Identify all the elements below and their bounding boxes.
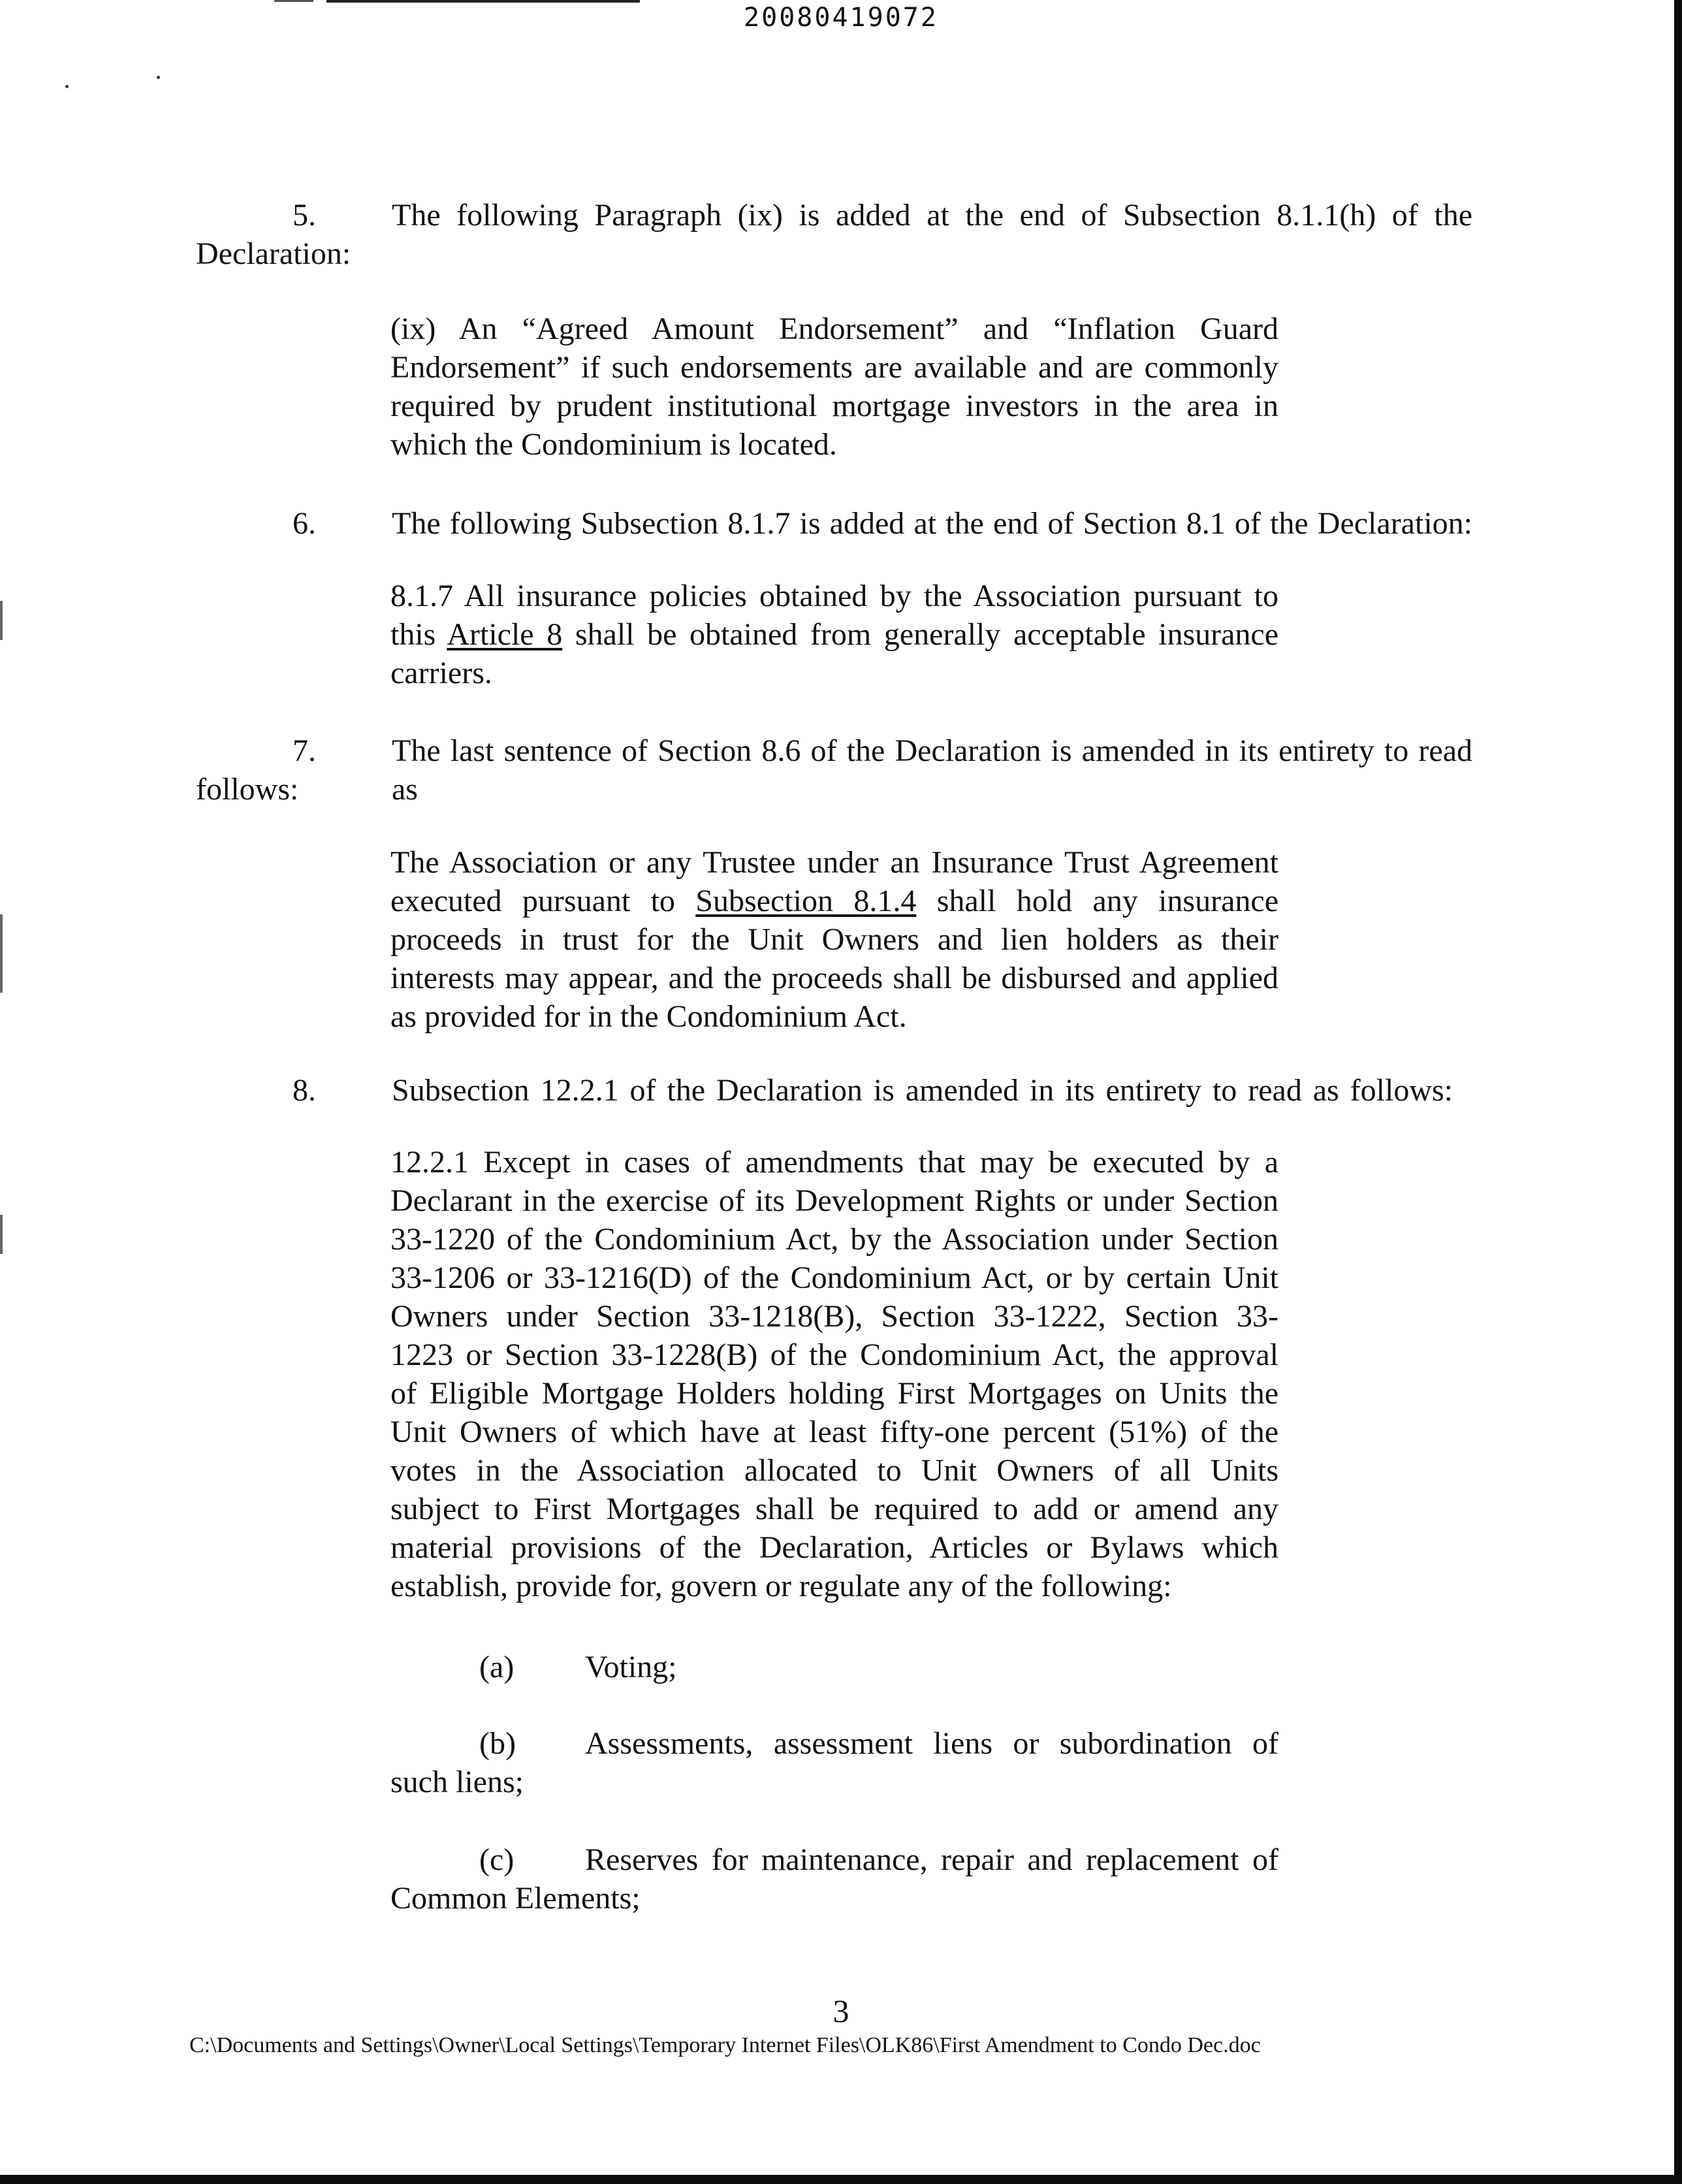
paragraph-line: interests may appear, and the proceeds shall be disbursed and applied [390,961,1278,995]
paragraph-line: required by prudent institutional mortgage investors in the area in [390,389,1278,423]
paragraph-line: Endorsement” if such endorsements are available and are commonly [390,350,1278,385]
scan-border-bottom [0,2175,1682,2184]
subitem-continuation: such liens; [390,1765,524,1799]
subitem-continuation: Common Elements; [390,1881,641,1916]
paragraph-line: 33-1220 of the Condominium Act, by the Association under Section [390,1222,1278,1257]
scan-border-right [1674,0,1682,2184]
subitem-text: Reserves for maintenance, repair and replacement of [585,1842,1278,1877]
item-heading: The following Subsection 8.1.7 is added at the end of Section 8.1 of the Declaration: [392,506,1472,541]
paragraph-line: 1223 or Section 33-1228(B) of the Condominium Act, the approval [390,1338,1278,1372]
paragraph-line: Owners under Section 33-1218(B), Section 33-1222, Section 33- [390,1299,1278,1334]
item-heading-continuation: follows: [196,772,299,807]
line-text: shall hold any insurance [916,884,1278,918]
page-number: 3 [833,1993,849,2029]
scan-dot [65,85,69,88]
quoted-paragraph [390,1143,1278,1605]
paragraph-line: carriers. [390,656,492,690]
subitem-label: (a) [479,1650,515,1684]
quoted-paragraph [390,310,1278,464]
paragraph-line: (ix) An “Agreed Amount Endorsement” and “Inflation Guard [390,312,1278,346]
article-reference: Article 8 [447,617,563,652]
paragraph-line: The Association or any Trustee under an Insurance Trust Agreement [390,845,1278,880]
paragraph-line: establish, provide for, govern or regulate any of the following: [390,1569,1172,1603]
item-number: 8. [293,1073,316,1108]
item-heading: The following Paragraph (ix) is added at the end of Subsection 8.1.1(h) of the [392,198,1472,233]
paragraph-line: 8.1.7 All insurance policies obtained by the Association pursuant to [390,579,1278,613]
paragraph-line: 33-1206 or 33-1216(D) of the Condominium Act, or by certain Unit [390,1261,1278,1295]
file-path-footer: C:\Documents and Settings\Owner\Local Settings\Temporary Internet Files\OLK86\First Amendment to Condo Dec.doc [189,2033,1261,2057]
subsection-reference: Subsection 8.1.4 [695,884,917,918]
paragraph-line: subject to First Mortgages shall be required to add or amend any [390,1492,1278,1526]
subitem-text: Voting; [585,1650,677,1684]
subitem-label: (b) [479,1726,516,1761]
scan-dot [157,76,160,79]
quoted-paragraph [390,577,1278,692]
paragraph-line: 12.2.1 Except in cases of amendments that may be executed by a [390,1145,1278,1180]
paragraph-line: Declarant in the exercise of its Development Rights or under Section [390,1183,1278,1218]
scan-mark [274,0,313,2]
line-text: shall be obtained from generally acceptable insurance [562,617,1279,652]
paragraph-line: of Eligible Mortgage Holders holding First Mortgages on Units the [390,1376,1278,1411]
subitem-text: Assessments, assessment liens or subordination of [585,1726,1278,1761]
line-text: executed pursuant to [390,884,696,918]
subitem-label: (c) [479,1842,515,1877]
item-number: 6. [293,506,316,541]
item-heading: The last sentence of Section 8.6 of the Declaration is amended in its entirety to read as [392,733,1472,807]
item-number: 5. [293,198,316,233]
quoted-paragraph [390,843,1278,1036]
paragraph-line: as provided for in the Condominium Act. [390,999,907,1034]
item-number: 7. [293,733,316,768]
paragraph-line: material provisions of the Declaration, Articles or Bylaws which [390,1530,1278,1565]
paragraph-line: proceeds in trust for the Unit Owners and lien holders as their [390,922,1278,957]
paragraph-line: Unit Owners of which have at least fifty-one percent (51%) of the [390,1415,1278,1449]
scan-speck [0,1215,3,1254]
scan-speck [0,601,3,640]
item-heading: Subsection 12.2.1 of the Declaration is amended in its entirety to read as follows: [392,1073,1453,1108]
paragraph-line: which the Condominium is located. [390,427,837,462]
scan-speck [0,914,3,993]
document-number: 20080419072 [744,3,938,33]
line-text: this [390,617,447,652]
paragraph-line: votes in the Association allocated to Unit Owners of all Units [390,1453,1278,1488]
paragraph-line [390,615,1278,654]
item-heading-continuation: Declaration: [196,236,351,271]
paragraph-line [390,882,1278,920]
